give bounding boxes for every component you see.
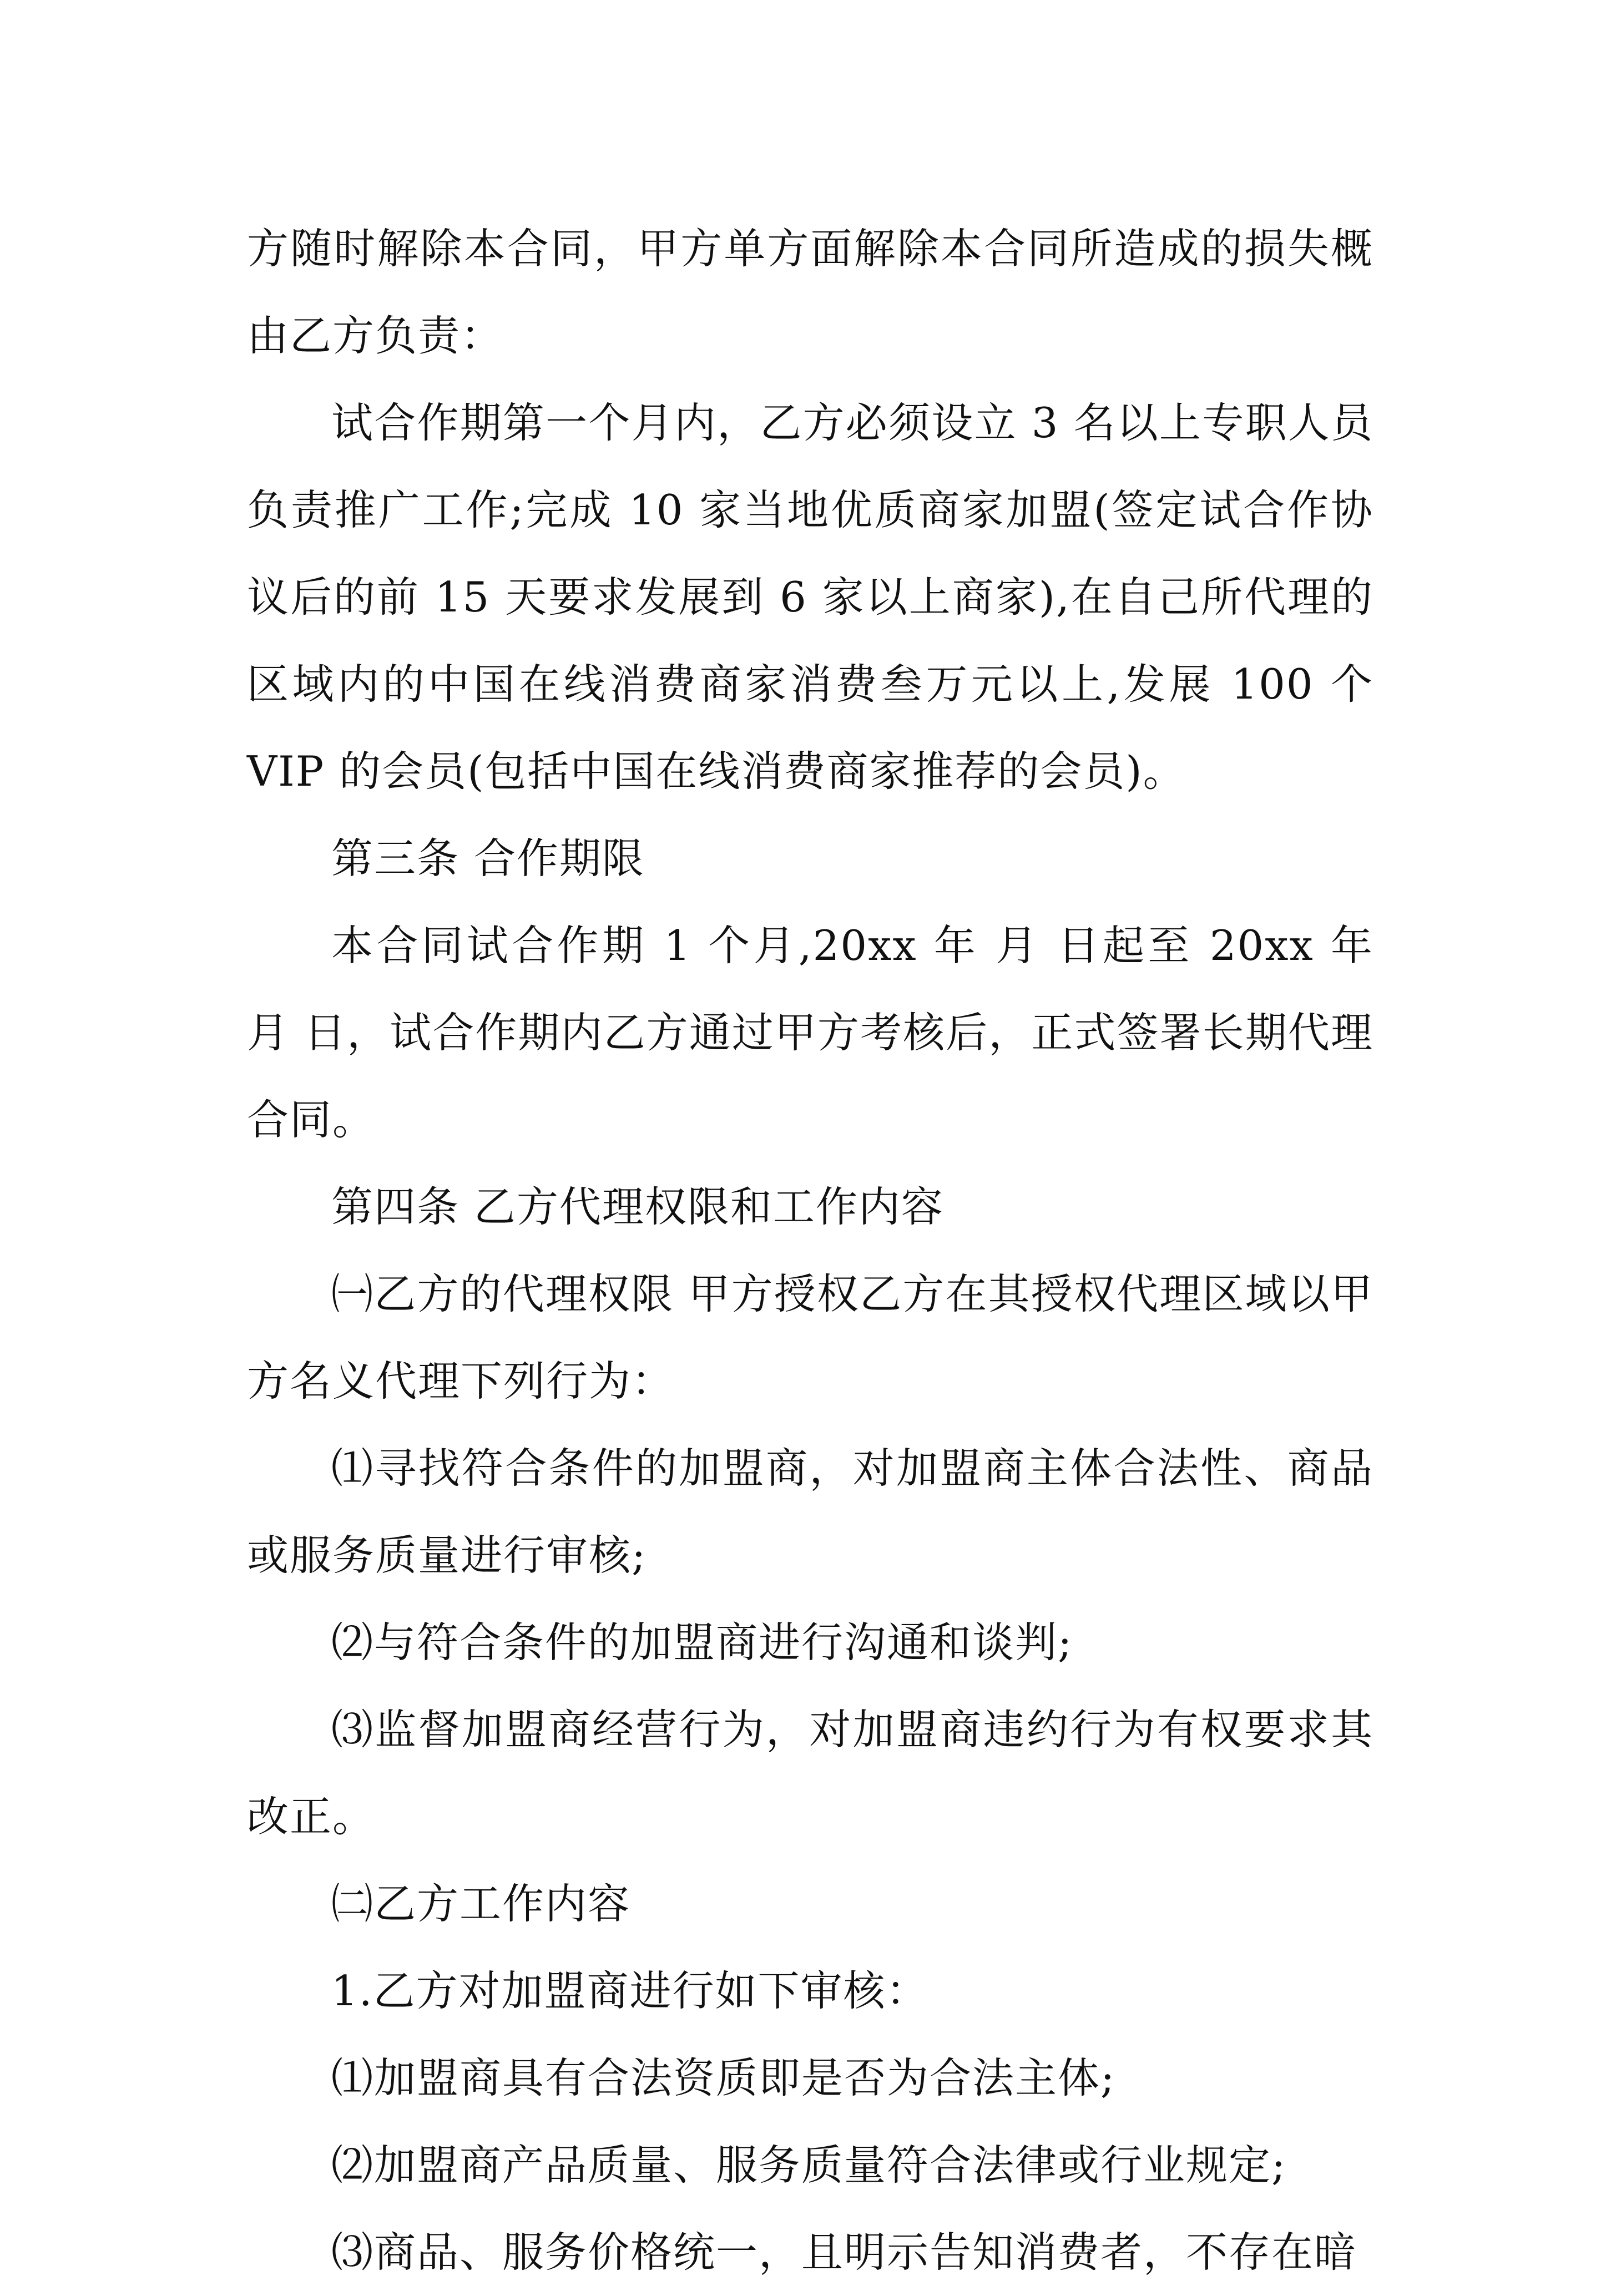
list-item-review-3: ⑶商品、服务价格统一，且明示告知消费者，不存在暗 — [331, 2228, 1357, 2277]
list-item-authority-1: ⑴寻找符合条件的加盟商，对加盟商主体合法性、商品或服务质量进行审核; — [247, 1444, 1373, 1580]
heading-article-3: 第三条 合作期限 — [331, 834, 645, 883]
paragraph-agency-authority: ㈠乙方的代理权限 甲方授权乙方在其授权代理区域以甲方名义代理下列行为： — [247, 1270, 1373, 1405]
document-body — [247, 205, 1373, 2296]
list-item-review-1: ⑴加盟商具有合法资质即是否为合法主体; — [331, 2054, 1116, 2102]
list-item-authority-3: ⑶监督加盟商经营行为，对加盟商违约行为有权要求其改正。 — [247, 1705, 1373, 1841]
paragraph-review-intro: 1.乙方对加盟商进行如下审核： — [331, 1966, 929, 2015]
paragraph-cooperation-period: 本合同试合作期 1 个月,20xx 年 月 日起至 20xx 年 月 日，试合作期内乙方通过甲方考核后，正式签署长期代理合同。 — [247, 921, 1373, 1144]
paragraph-termination-continued: 方随时解除本合同，甲方单方面解除本合同所造成的损失概由乙方负责： — [247, 224, 1373, 360]
heading-article-4: 第四条 乙方代理权限和工作内容 — [331, 1182, 944, 1231]
list-item-review-2: ⑵加盟商产品质量、服务质量符合法律或行业规定; — [331, 2141, 1287, 2189]
paragraph-trial-requirements: 试合作期第一个月内，乙方必须设立 3 名以上专职人员负责推广工作;完成 10 家当地优质商家加盟(签定试合作协议后的前 15 天要求发展到 6 家以上商家),在自己所代理的区域内的中国在线消费商家消费叁万元以上,发展 100 个 VIP 的会员(包括中国在线消费商家推荐的会员)。 — [247, 398, 1373, 796]
heading-work-content: ㈡乙方工作内容 — [331, 1879, 631, 1928]
list-item-authority-2: ⑵与符合条件的加盟商进行沟通和谈判; — [331, 1618, 1073, 1667]
